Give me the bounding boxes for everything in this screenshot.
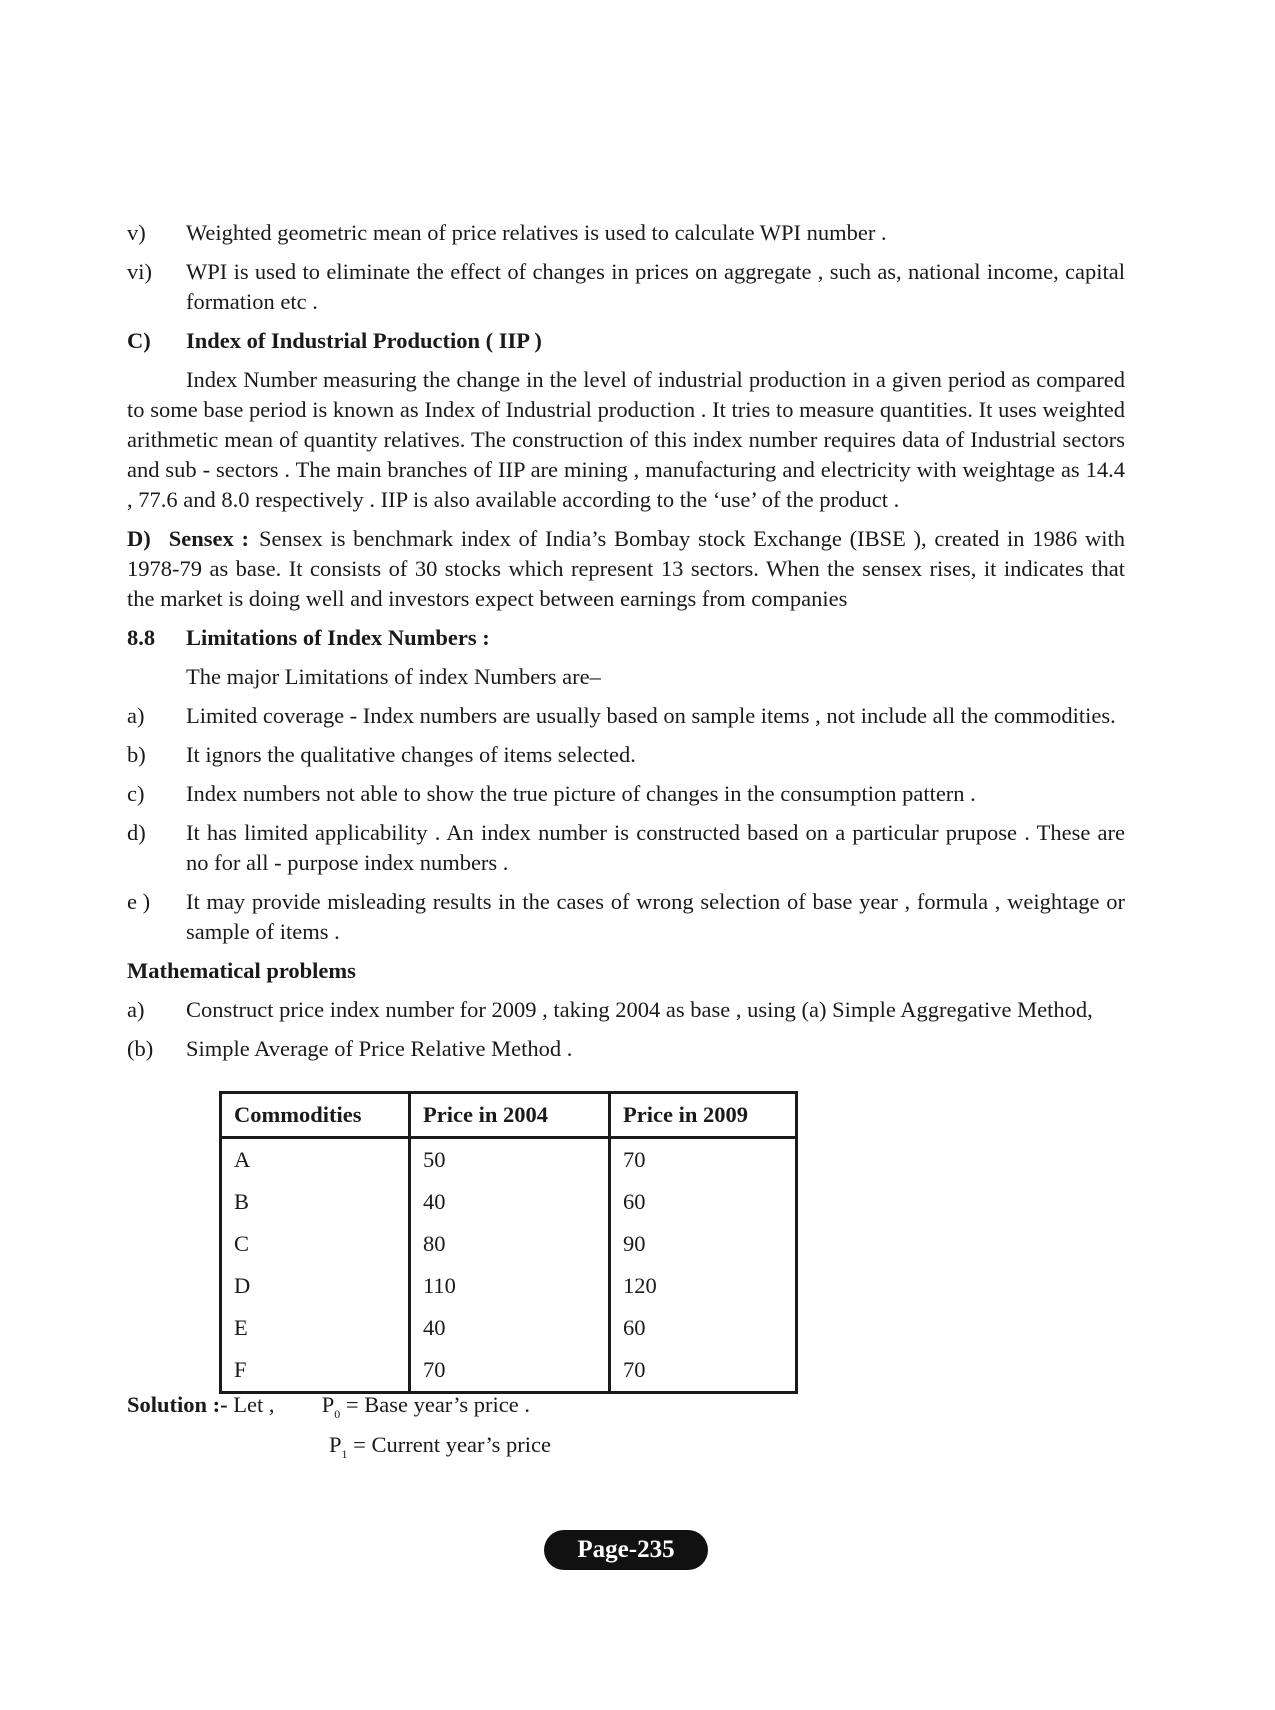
item-label: c) <box>127 781 145 806</box>
cell-price-2004: 70 <box>410 1349 610 1393</box>
cell-price-2009: 70 <box>623 1147 646 1172</box>
item-text: Limited coverage - Index numbers are usually based on sample items , not include all the commodities. <box>186 703 1116 728</box>
p0-definition: = Base year’s price . <box>345 1392 530 1417</box>
cell-price-2004: 50 <box>410 1138 610 1182</box>
price-table <box>219 1091 798 1394</box>
list-item-vi <box>127 257 1125 317</box>
item-label: v) <box>127 220 146 245</box>
item-text: It has limited applicability . An index number is constructed based on a particular prupose . These are no for all - purpose index numbers . <box>186 820 1125 875</box>
page-body <box>127 218 1125 1073</box>
list-item-a <box>127 701 1125 731</box>
solution-line-1 <box>127 1390 530 1429</box>
cell-price-2009: 90 <box>623 1231 646 1256</box>
section-88-intro: The major Limitations of index Numbers are– <box>186 664 601 689</box>
table-header-row <box>221 1093 797 1138</box>
item-label: d) <box>127 820 146 845</box>
cell-price-2009: 70 <box>623 1357 646 1382</box>
solution-let: Let , <box>233 1392 275 1417</box>
cell-price-2009: 60 <box>623 1189 646 1214</box>
item-label: e ) <box>127 889 151 914</box>
cell-commodity: F <box>221 1349 410 1393</box>
cell-commodity: D <box>221 1265 410 1307</box>
table-row <box>221 1223 797 1265</box>
section-88-title: Limitations of Index Numbers : <box>186 625 490 650</box>
solution-line-2 <box>329 1430 551 1469</box>
header-price-2004: Price in 2004 <box>410 1093 610 1138</box>
section-c-paragraph: Index Number measuring the change in the level of industrial production in a given period as compared to some base period is known as Index of Industrial production . It tries to measure quantities. It uses weighted arithmetic mean of quantity relatives. The construction of this index number requires data of Industrial sectors and sub - sectors . The main branches of IIP are mining , manufacturing and electricity with weightage as 14.4 , 77.6 and 8.0 respectively . IIP is also available according to the ‘use’ of the product . <box>127 367 1125 512</box>
cell-price-2004: 40 <box>410 1181 610 1223</box>
item-text: It may provide misleading results in the cases of wrong selection of base year , formula , weightage or sample of items . <box>186 889 1125 944</box>
item-text: It ignors the qualitative changes of items selected. <box>186 742 636 767</box>
item-label: vi) <box>127 259 152 284</box>
p1-symbol: $P_1$ <box>329 1432 348 1461</box>
table-row <box>221 1138 797 1182</box>
table-row <box>221 1265 797 1307</box>
table-row <box>221 1307 797 1349</box>
list-item-b <box>127 740 1125 770</box>
list-item-d <box>127 818 1125 878</box>
question-a-text: Construct price index number for 2009 , taking 2004 as base , using (a) Simple Aggregative Method, <box>186 997 1093 1022</box>
table-row <box>221 1349 797 1393</box>
p0-symbol: $P_0$ <box>321 1392 341 1421</box>
list-item-v <box>127 218 1125 248</box>
p1-definition: = Current year’s price <box>353 1432 551 1457</box>
section-d-label: D) <box>127 526 151 551</box>
cell-commodity: B <box>221 1181 410 1223</box>
question-a-label: a) <box>127 997 145 1022</box>
section-d-paragraph <box>127 524 1125 614</box>
cell-price-2004: 110 <box>410 1265 610 1307</box>
section-d-title: Sensex : <box>168 526 249 551</box>
cell-price-2009: 120 <box>623 1273 657 1298</box>
item-text: Index numbers not able to show the true picture of changes in the consumption pattern . <box>186 781 976 806</box>
math-heading: Mathematical problems <box>127 958 356 983</box>
item-label: a) <box>127 703 145 728</box>
cell-price-2004: 40 <box>410 1307 610 1349</box>
item-text: WPI is used to eliminate the effect of changes in prices on aggregate , such as, national income, capital formation etc . <box>186 259 1125 314</box>
section-c-label: C) <box>127 328 151 353</box>
section-c-title: Index of Industrial Production ( IIP ) <box>186 328 542 353</box>
cell-commodity: E <box>221 1307 410 1349</box>
page-number-badge: Page-235 <box>544 1530 708 1570</box>
section-88-number: 8.8 <box>127 625 156 650</box>
item-text: Weighted geometric mean of price relatives is used to calculate WPI number . <box>186 220 887 245</box>
header-commodities: Commodities <box>221 1093 410 1138</box>
section-88-heading <box>127 623 1125 653</box>
list-item-e <box>127 887 1125 947</box>
section-c-heading <box>127 326 1125 356</box>
table-row <box>221 1181 797 1223</box>
section-d-text: Sensex is benchmark index of India’s Bombay stock Exchange (IBSE ), created in 1986 with 1978-79 as base. It consists of 30 stocks which represent 13 sectors. When the sensex rises, it indicates that the market is doing well and investors expect between earnings from companies <box>127 526 1126 611</box>
cell-price-2009: 60 <box>623 1315 646 1340</box>
cell-price-2004: 80 <box>410 1223 610 1265</box>
list-item-c <box>127 779 1125 809</box>
header-price-2009: Price in 2009 <box>610 1093 797 1138</box>
question-b-label: (b) <box>127 1036 154 1061</box>
question-b <box>127 1034 1125 1064</box>
cell-commodity: A <box>221 1138 410 1182</box>
question-b-text: Simple Average of Price Relative Method . <box>186 1036 573 1061</box>
solution-label: Solution :- <box>127 1392 228 1417</box>
question-a <box>127 995 1125 1025</box>
cell-commodity: C <box>221 1223 410 1265</box>
item-label: b) <box>127 742 146 767</box>
